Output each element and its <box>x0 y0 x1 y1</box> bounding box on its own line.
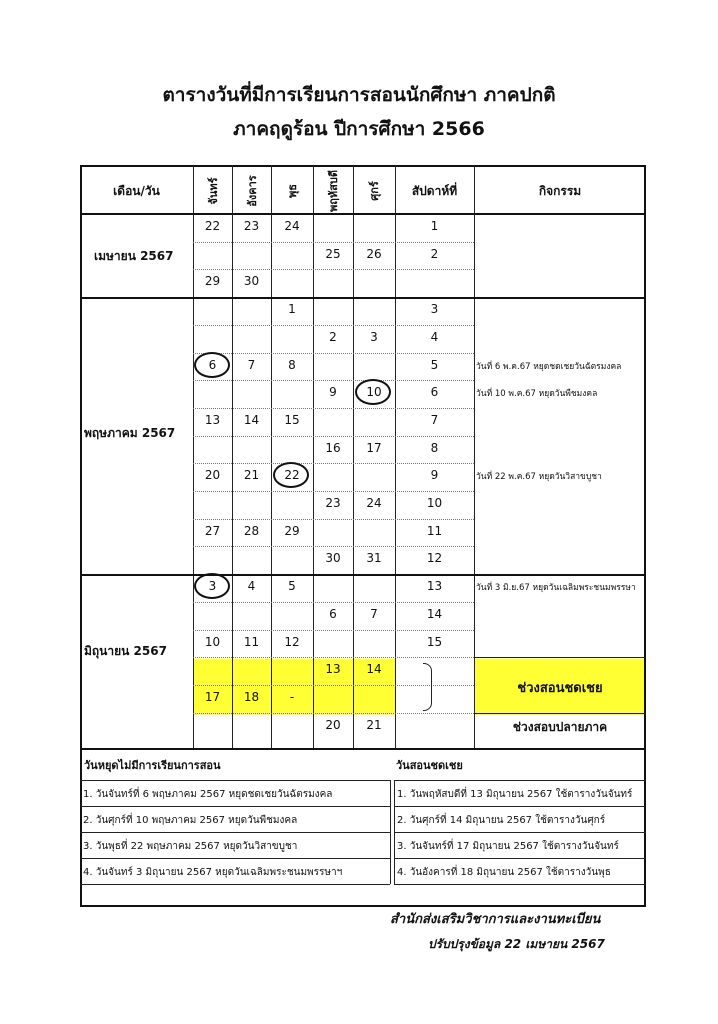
day-cell-mon: 17 <box>204 689 221 704</box>
day-cell-thu: 9 <box>329 385 337 400</box>
table-bottom <box>80 748 646 750</box>
office-name: สำนักส่งเสริมวิชาการและงานทะเบียน <box>390 912 601 927</box>
header-fri: ศุกร์ <box>368 181 381 201</box>
day-cell-thu: 25 <box>325 246 341 261</box>
row-divider <box>193 436 474 437</box>
row-divider <box>193 269 474 270</box>
holiday-item: 1. วันจันทร์ที่ 6 พฤษภาคม 2567 หยุดชดเชยวันฉัตรมงคล <box>83 789 333 801</box>
day-cell-tue: 7 <box>247 357 256 372</box>
day-cell-thu: 20 <box>325 717 341 732</box>
day-cell-fri: 10 <box>366 385 382 400</box>
bracket-icon <box>423 663 432 710</box>
activity-divider <box>474 657 646 658</box>
makeup-heading: วันสอนชดเชย <box>396 759 463 773</box>
day-cell-wed: 24 <box>284 219 300 233</box>
activity-divider <box>474 713 646 714</box>
final-exam-label: ช่วงสอบปลายภาค <box>512 719 608 734</box>
holiday-row-divider <box>80 832 390 833</box>
day-cell-fri: 21 <box>366 717 382 732</box>
month-divider <box>80 297 646 299</box>
week-number: 7 <box>430 412 439 427</box>
header-week: สัปดาห์ที่ <box>411 184 458 198</box>
month-divider <box>80 574 646 576</box>
page-subtitle: ภาคฤดูร้อน ปีการศึกษา 2566 <box>233 118 485 140</box>
day-cell-thu: 6 <box>329 606 337 621</box>
holiday-circle <box>194 573 230 599</box>
day-cell-mon: 13 <box>204 412 221 427</box>
column-divider <box>232 165 233 748</box>
row-divider <box>193 602 474 603</box>
month-june: มิถุนายน 2567 <box>84 643 167 658</box>
row-divider <box>193 408 474 409</box>
activity-note: วันที่ 22 พ.ค.67 หยุดวันวิสาขบูชา <box>476 472 602 483</box>
header-thu: พฤหัสบดี <box>327 170 340 213</box>
header-wed: พุธ <box>286 184 299 198</box>
day-cell-mon: 6 <box>208 357 217 372</box>
row-divider <box>193 713 474 714</box>
makeup-item: 4. วันอังคารที่ 18 มิถุนายน 2567 ใช้ตารางวันพุธ <box>397 867 611 879</box>
makeup-item: 2. วันศุกร์ที่ 14 มิถุนายน 2567 ใช้ตารางวันศุกร์ <box>397 815 606 827</box>
month-may: พฤษภาคม 2567 <box>84 425 176 440</box>
holiday-item: 4. วันจันทร์ 3 มิถุนายน 2567 หยุดวันเฉลิมพระชนมพรรษาฯ <box>83 867 343 879</box>
day-cell-fri: 17 <box>366 440 382 455</box>
makeup-row-divider <box>394 884 646 885</box>
day-cell-thu: 13 <box>325 662 341 677</box>
row-divider <box>193 630 474 631</box>
header-tue: อังคาร <box>245 175 259 207</box>
activity-note: วันที่ 10 พ.ค.67 หยุดวันพืชมงคล <box>476 389 598 400</box>
week-number: 9 <box>430 468 439 483</box>
day-cell-wed: 12 <box>284 634 300 649</box>
day-cell-wed: 15 <box>284 412 300 427</box>
week-number: 14 <box>426 606 443 621</box>
makeup-item: 3. วันจันทร์ที่ 17 มิถุนายน 2567 ใช้ตารางวันจันทร์ <box>397 841 619 853</box>
column-divider <box>474 165 475 748</box>
week-number: 6 <box>430 385 439 400</box>
week-number: 8 <box>430 440 439 455</box>
update-date: ปรับปรุงข้อมูล 22 เมษายน 2567 <box>428 937 605 951</box>
day-cell-mon: 22 <box>204 219 221 233</box>
day-cell-tue: 4 <box>247 579 256 594</box>
row-divider <box>193 242 474 243</box>
list-divider <box>390 780 391 884</box>
row-divider <box>193 325 474 326</box>
day-cell-fri: 24 <box>366 496 382 510</box>
column-divider <box>193 165 194 748</box>
week-number: 11 <box>426 523 443 538</box>
row-divider <box>193 353 474 354</box>
day-cell-fri: 26 <box>366 246 382 261</box>
row-divider <box>193 546 474 547</box>
header-mon: จันทร์ <box>206 177 220 205</box>
makeup-item: 1. วันพฤหัสบดีที่ 13 มิถุนายน 2567 ใช้ตารางวันจันทร์ <box>397 789 633 801</box>
page-title: ตารางวันที่มีการเรียนการสอนนักศึกษา ภาคปกติ <box>162 84 556 106</box>
day-cell-thu: 30 <box>325 551 341 566</box>
week-number: 3 <box>430 302 439 317</box>
holiday-item: 3. วันพุธที่ 22 พฤษภาคม 2567 หยุดวันวิสาขบูชา <box>83 841 298 853</box>
day-cell-thu: 2 <box>329 329 337 344</box>
day-cell-wed: 29 <box>284 523 300 538</box>
makeup-box-top <box>394 780 646 781</box>
week-number: 13 <box>426 579 443 594</box>
holiday-row-divider <box>80 884 390 885</box>
holiday-row-divider <box>80 806 390 807</box>
holiday-circle <box>355 379 391 405</box>
week-number: 5 <box>430 357 439 372</box>
makeup-row-divider <box>394 806 646 807</box>
makeup-period-label: ช่วงสอนชดเชย <box>517 681 603 697</box>
activity-note: วันที่ 6 พ.ค.67 หยุดชดเชยวันฉัตรมงคล <box>476 361 622 372</box>
header-month-day: เดือน/วัน <box>113 184 160 198</box>
row-divider <box>193 463 474 464</box>
day-cell-fri: 7 <box>370 606 378 621</box>
week-number: 1 <box>430 219 439 233</box>
week-number: 2 <box>430 246 439 261</box>
makeup-row-divider <box>394 832 646 833</box>
holiday-circle <box>194 352 230 378</box>
row-divider <box>193 657 474 658</box>
header-divider <box>80 213 646 215</box>
day-cell-wed: - <box>289 689 295 704</box>
day-cell-wed: 1 <box>288 302 296 317</box>
column-divider <box>271 165 272 748</box>
month-april: เมษายน 2567 <box>94 248 174 263</box>
day-cell-mon: 10 <box>204 634 221 649</box>
day-cell-fri: 31 <box>366 551 382 566</box>
holiday-heading: วันหยุดไม่มีการเรียนการสอน <box>84 759 221 773</box>
day-cell-mon: 27 <box>204 523 221 538</box>
day-cell-tue: 30 <box>243 274 260 289</box>
row-divider <box>193 491 474 492</box>
holiday-box-top <box>80 780 390 781</box>
day-cell-tue: 28 <box>243 523 260 538</box>
day-cell-tue: 11 <box>243 634 260 649</box>
row-divider <box>193 380 474 381</box>
day-cell-fri: 14 <box>366 662 382 677</box>
week-number: 10 <box>426 496 443 510</box>
holiday-row-divider <box>80 858 390 859</box>
day-cell-thu: 16 <box>325 440 341 455</box>
week-number: 4 <box>430 329 439 344</box>
day-cell-wed: 5 <box>288 579 296 594</box>
week-number: 15 <box>426 634 443 649</box>
row-divider <box>193 519 474 520</box>
day-cell-wed: 8 <box>288 357 296 372</box>
day-cell-thu: 23 <box>325 496 341 510</box>
day-cell-tue: 18 <box>243 689 260 704</box>
day-cell-tue: 14 <box>243 412 260 427</box>
day-cell-wed: 22 <box>284 468 300 483</box>
makeup-row-divider <box>394 858 646 859</box>
day-cell-tue: 21 <box>243 468 260 483</box>
day-cell-mon: 3 <box>208 579 217 594</box>
holiday-item: 2. วันศุกร์ที่ 10 พฤษภาคม 2567 หยุดวันพืชมงคล <box>83 815 298 827</box>
activity-note: วันที่ 3 มิ.ย.67 หยุดวันเฉลิมพระชนมพรรษา <box>476 583 636 594</box>
day-cell-fri: 3 <box>370 329 378 344</box>
header-activity: กิจกรรม <box>538 184 582 198</box>
day-cell-mon: 20 <box>204 468 221 483</box>
week-number: 12 <box>426 551 443 566</box>
day-cell-tue: 23 <box>243 219 260 233</box>
day-cell-mon: 29 <box>204 274 221 289</box>
